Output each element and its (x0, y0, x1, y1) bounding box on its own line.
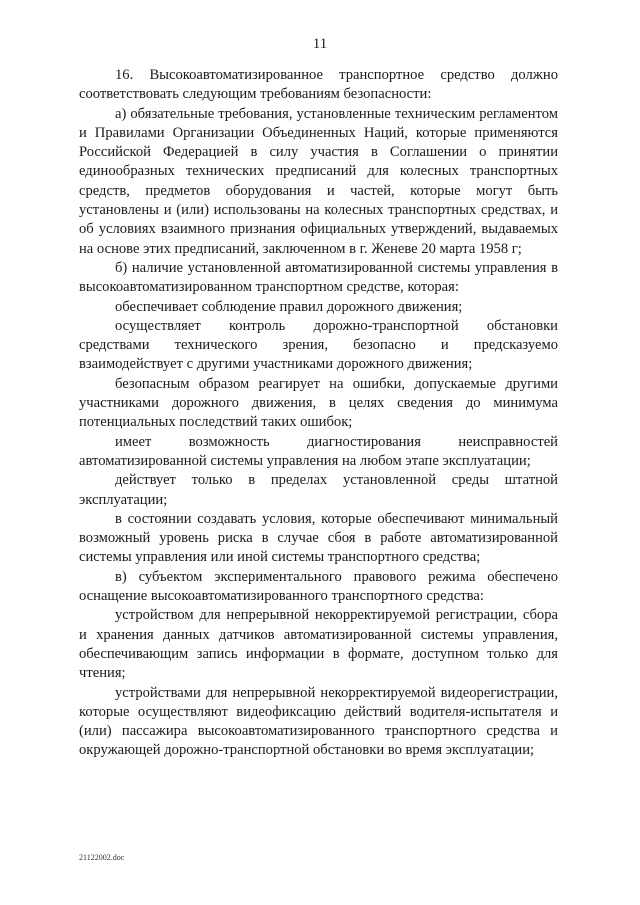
paragraph-a-mandatory-requirements: а) обязательные требования, установленные техническим регламентом и Правилами Организации Объединенных Наций, которые применяются Российской Федерацией в силу участия в Соглашении о принятии единообразных технических предписаний для колесных транспортных средств, предметов оборудования и частей, которые могут быть установлены и (или) использованы на колесных транспортных средствах, и об условиях взаимного признания официальных утверждений, выдаваемых на основе этих предписаний, заключенном в г. Женеве 20 марта 1958 г; (79, 105, 558, 257)
page-number: 11 (312, 36, 328, 52)
paragraph-data-recorder: устройством для непрерывной некорректируемой регистрации, сбора и хранения данных датчиков автоматизированной системы управления, обеспечивающим запись информации в формате, доступном только для чтения; (79, 607, 558, 682)
paragraph-traffic-rules: обеспечивает соблюдение правил дорожного движения; (115, 298, 463, 315)
paragraph-video-recorder: устройствами для непрерывной некорректируемой видеорегистрации, которые осуществляют видеофиксацию действий водителя-испытателя и (или) пассажира высокоавтоматизированного транспортного средства и окружающей дорожно-транспортной обстановки во время эксплуатации; (79, 684, 558, 759)
paragraph-16-intro: 16. Высокоавтоматизированное транспортное средство должно соответствовать следующим требованиям безопасности: (79, 67, 558, 103)
paragraph-traffic-control: осуществляет контроль дорожно-транспортной обстановки средствами технического зрения, безопасно и предсказуемо взаимодействует с другими участниками дорожного движения; (79, 317, 558, 373)
paragraph-diagnostics: имеет возможность диагностирования неисправностей автоматизированной системы управления на любом этапе эксплуатации; (79, 433, 558, 469)
document-body (79, 66, 558, 761)
paragraph-minimal-risk: в состоянии создавать условия, которые обеспечивают минимальный возможный уровень риска в случае сбоя в работе автоматизированной системы управления или иной системы транспортного средства; (79, 510, 558, 566)
footer-filename: 21122002.doc (79, 853, 125, 862)
paragraph-b-automated-system: б) наличие установленной автоматизированной системы управления в высокоавтоматизированном транспортном средстве, которая: (79, 259, 558, 296)
paragraph-v-equipment: в) субъектом экспериментального правового режима обеспечено оснащение высокоавтоматизированного транспортного средства: (79, 568, 558, 605)
paragraph-error-response: безопасным образом реагирует на ошибки, допускаемые другими участниками дорожного движения, в целях сведения до минимума потенциальных последствий таких ошибок; (79, 375, 558, 431)
paragraph-operating-environment: действует только в пределах установленной среды штатной эксплуатации; (79, 472, 558, 508)
